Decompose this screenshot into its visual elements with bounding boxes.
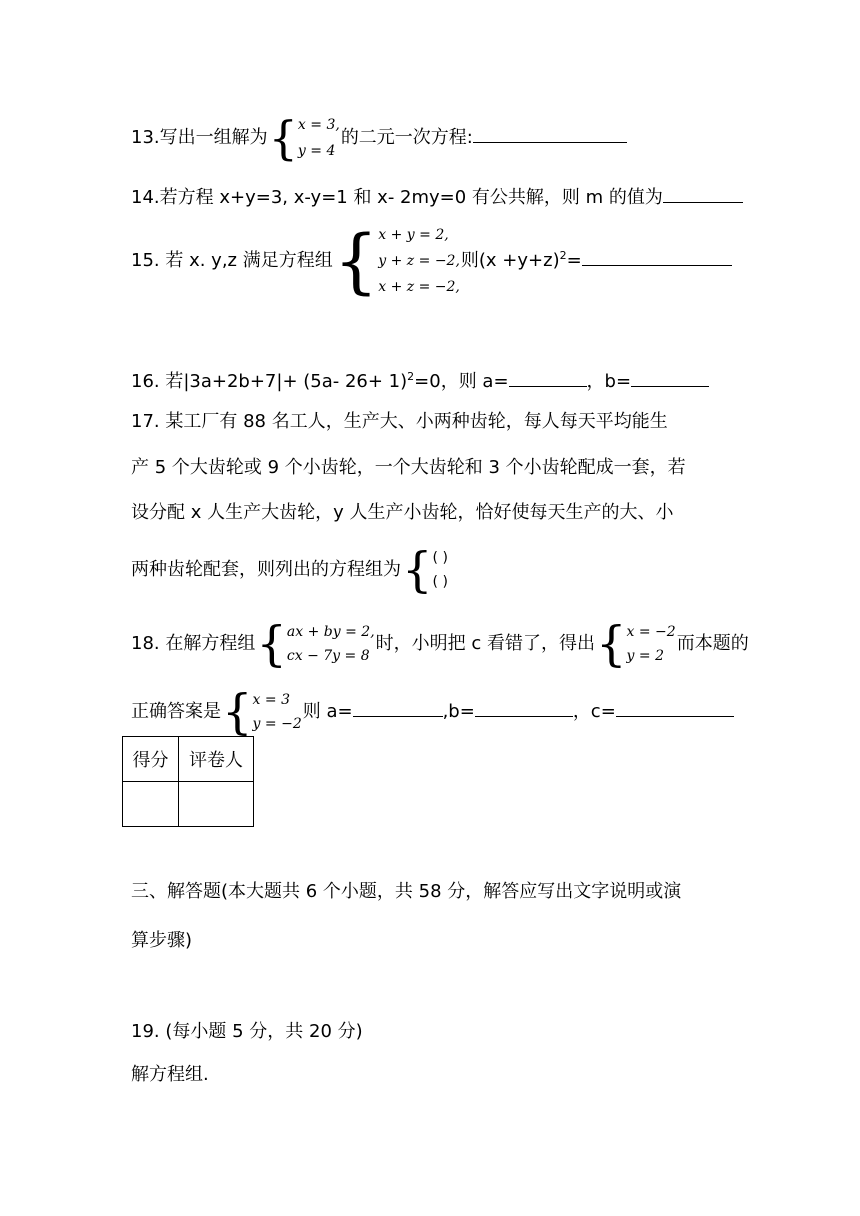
q17-paren-2[interactable]: ( ) — [432, 574, 448, 590]
q18-line-2 — [131, 684, 734, 740]
q18-b-blank[interactable] — [475, 698, 573, 717]
q18-suffix: 而本题的 — [676, 633, 749, 654]
q19-instruction: 解方程组. — [131, 1064, 209, 1085]
q18-correct-y: y = −2 — [252, 716, 302, 732]
q16-pre: 16. 若|3a+2b+7|+ (5a- 26+ 1) — [131, 371, 408, 392]
q14-text: 14.若方程 x+y=3, x-y=1 和 x- 2my=0 有公共解，则 m 的值为 — [131, 187, 663, 208]
question-15 — [131, 222, 732, 300]
score-cell[interactable] — [123, 782, 179, 827]
q18-line-1 — [131, 616, 749, 672]
q17-line-1: 17. 某工厂有 88 名工人，生产大、小两种齿轮，每人每天平均能生 — [131, 411, 668, 432]
q15-eq2: y + z = −2, — [378, 253, 460, 269]
q16-a-blank[interactable] — [509, 368, 587, 387]
q18-correct-solution — [222, 684, 302, 740]
q17-line-4-text: 两种齿轮配套，则列出的方程组为 — [131, 559, 401, 580]
q17-line-3: 设分配 x 人生产大齿轮，y 人生产小齿轮，恰好使每天生产的大、小 — [131, 502, 674, 523]
q15-equation-system — [334, 222, 460, 300]
q15-prefix: 15. 若 x. y,z 满足方程组 — [131, 250, 333, 271]
q13-prefix: 13.写出一组解为 — [131, 127, 268, 148]
brace-icon: { — [256, 616, 287, 672]
q15-eq3: x + z = −2, — [378, 279, 460, 295]
q13-eq1: x = 3, — [297, 117, 340, 133]
score-table — [122, 736, 254, 827]
q18-line2-prefix: 正确答案是 — [131, 701, 221, 722]
q18-wrong-solution — [595, 616, 676, 672]
section-3-heading-line-1: 三、解答题(本大题共 6 个小题，共 58 分，解答应写出文字说明或演 — [131, 881, 682, 902]
q16-b-blank[interactable] — [631, 368, 709, 387]
q13-answer-blank[interactable] — [473, 124, 627, 143]
q17-line-4 — [131, 542, 449, 598]
q15-eq1: x + y = 2, — [378, 227, 449, 243]
q18-c-blank[interactable] — [616, 698, 734, 717]
q18-eq2: cx − 7y = 8 — [286, 648, 370, 664]
brace-icon: { — [595, 616, 627, 672]
brace-icon: { — [402, 542, 433, 598]
q14-answer-blank[interactable] — [663, 184, 743, 203]
q13-equation-system — [269, 112, 340, 164]
q18-a-blank[interactable] — [353, 698, 443, 717]
q19-title: 19. (每小题 5 分，共 20 分) — [131, 1021, 363, 1042]
grader-header: 评卷人 — [179, 737, 254, 782]
q18-a-label: 则 a= — [302, 701, 353, 722]
q15-suffix: 则$(x +y+z)^2=$ — [460, 249, 582, 271]
section-3-heading-line-2: 算步骤) — [131, 930, 193, 951]
score-header: 得分 — [123, 737, 179, 782]
question-13 — [131, 112, 627, 164]
q18-wrong-x: x = −2 — [626, 624, 676, 640]
q18-correct-x: x = 3 — [252, 692, 290, 708]
brace-icon: { — [222, 684, 253, 740]
q15-answer-blank[interactable] — [582, 247, 732, 266]
brace-icon: { — [333, 220, 379, 302]
brace-icon: { — [268, 111, 298, 165]
q16-mid: =0，则 a= — [414, 371, 509, 392]
q17-paren-1[interactable]: ( ) — [432, 550, 448, 566]
q18-wrong-y: y = 2 — [626, 648, 664, 664]
q18-prefix: 18. 在解方程组 — [131, 633, 256, 654]
q18-eq1: ax + by = 2, — [286, 624, 375, 640]
q18-b-label: ,b= — [442, 701, 475, 722]
q17-line-2: 产 5 个大齿轮或 9 个小齿轮，一个大齿轮和 3 个小齿轮配成一套，若 — [131, 457, 686, 478]
q18-c-label: ，c= — [572, 701, 616, 722]
q13-eq2: y = 4 — [297, 143, 336, 159]
question-14 — [131, 184, 743, 210]
q18-equation-system — [256, 616, 375, 672]
question-16 — [131, 365, 709, 394]
q16-exponent: 2 — [407, 370, 415, 383]
grader-cell[interactable] — [179, 782, 254, 827]
q13-suffix: 的二元一次方程: — [340, 127, 473, 148]
q18-mid: 时，小明把 c 看错了，得出 — [375, 633, 595, 654]
q16-b-label: ，b= — [586, 371, 632, 392]
q17-equation-system — [402, 542, 448, 598]
